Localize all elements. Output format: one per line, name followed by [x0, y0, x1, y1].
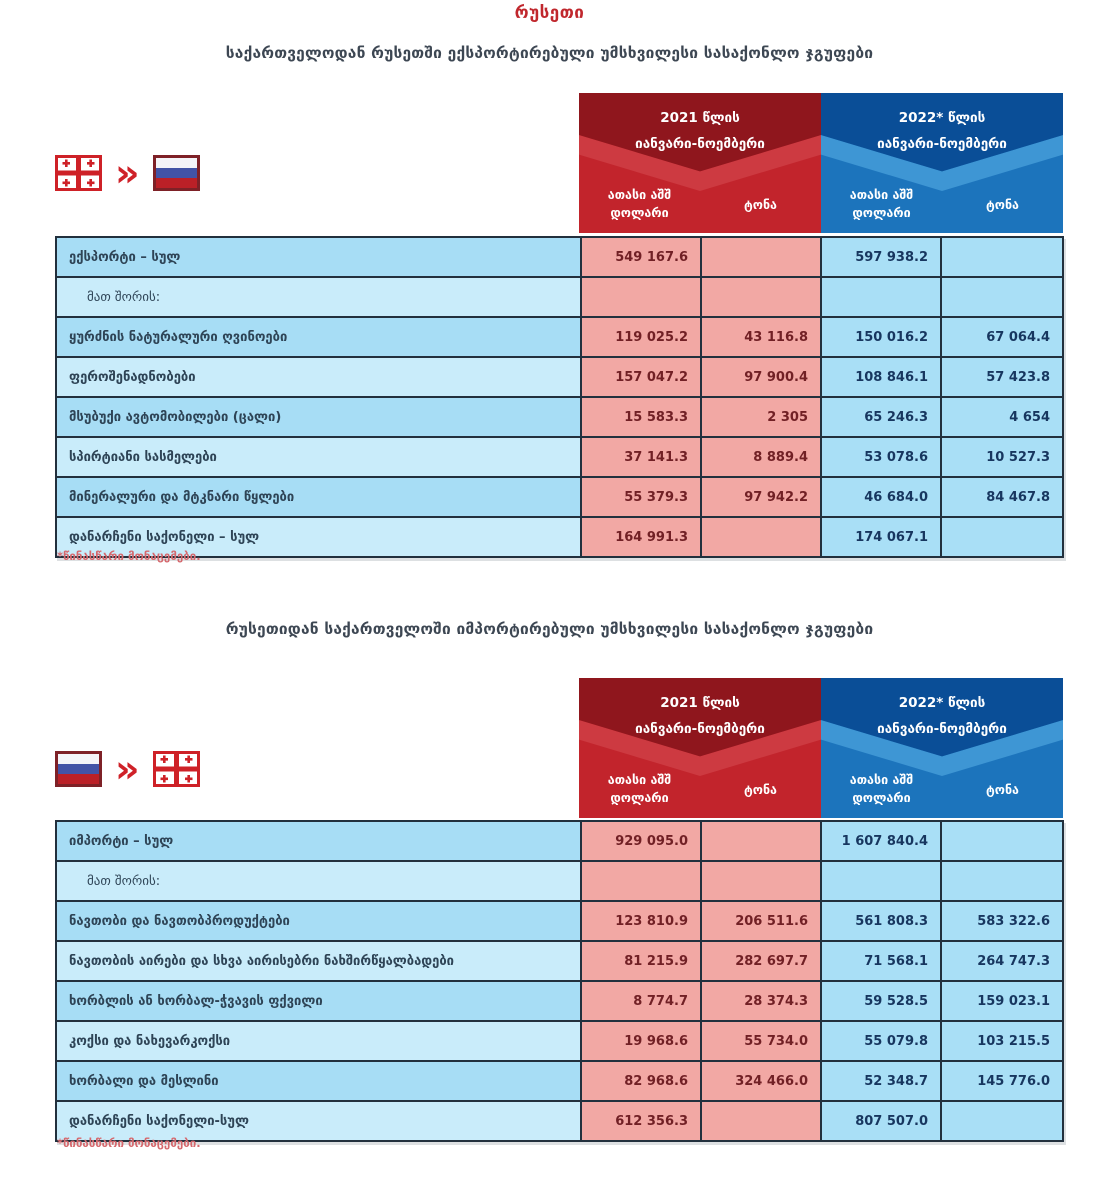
row-label: ნავთობი და ნავთობპროდუქტები	[56, 901, 581, 941]
value-ton-2021: 97 942.2	[701, 477, 821, 517]
value-ton-2022: 145 776.0	[941, 1061, 1063, 1101]
export-table	[55, 236, 1064, 558]
georgia-flag-icon	[55, 155, 102, 191]
value-usd-2022: 597 938.2	[821, 237, 941, 277]
value-usd-2021: 55 379.3	[581, 477, 701, 517]
table-row	[56, 237, 1063, 277]
double-chevron-right-icon: »	[115, 747, 140, 791]
value-ton-2022: 84 467.8	[941, 477, 1063, 517]
value-usd-2022: 59 528.5	[821, 981, 941, 1021]
row-label: ფეროშენადნობები	[56, 357, 581, 397]
value-usd-2022: 65 246.3	[821, 397, 941, 437]
value-ton-2022	[941, 1101, 1063, 1141]
value-ton-2021: 282 697.7	[701, 941, 821, 981]
value-ton-2022: 4 654	[941, 397, 1063, 437]
value-ton-2022: 67 064.4	[941, 317, 1063, 357]
value-ton-2021	[701, 237, 821, 277]
value-usd-2021: 164 991.3	[581, 517, 701, 557]
value-ton-2021: 324 466.0	[701, 1061, 821, 1101]
value-usd-2021	[581, 277, 701, 317]
value-ton-2022	[941, 517, 1063, 557]
value-ton-2022: 10 527.3	[941, 437, 1063, 477]
export-flow	[55, 151, 200, 195]
value-usd-2022	[821, 277, 941, 317]
table-row	[56, 901, 1063, 941]
table-row	[56, 821, 1063, 861]
page-title: რუსეთი	[514, 3, 585, 23]
table-row	[56, 397, 1063, 437]
row-label: ექსპორტი – სულ	[56, 237, 581, 277]
russia-flag-icon	[55, 751, 102, 787]
import-table-title: რუსეთიდან საქართველოში იმპორტირებული უმსხვილესი სასაქონლო ჯგუფები	[225, 620, 874, 638]
value-usd-2022: 52 348.7	[821, 1061, 941, 1101]
value-usd-2022: 807 507.0	[821, 1101, 941, 1141]
value-ton-2021	[701, 277, 821, 317]
period-2021-label: 2021 წლის იანვარი-ნოემბერი	[635, 695, 765, 737]
value-usd-2021: 119 025.2	[581, 317, 701, 357]
col-usd-label: ათასი აშშ დოლარი	[607, 186, 672, 221]
row-label: მსუბუქი ავტომობილები (ცალი)	[56, 397, 581, 437]
value-usd-2022	[821, 861, 941, 901]
value-usd-2021: 15 583.3	[581, 397, 701, 437]
table-row	[56, 861, 1063, 901]
period-2021-label: 2021 წლის იანვარი-ნოემბერი	[635, 110, 765, 152]
value-usd-2021: 8 774.7	[581, 981, 701, 1021]
col-usd-label: ათასი აშშ დოლარი	[607, 771, 672, 806]
value-ton-2022: 159 023.1	[941, 981, 1063, 1021]
value-usd-2021: 157 047.2	[581, 357, 701, 397]
value-usd-2022: 1 607 840.4	[821, 821, 941, 861]
table-row	[56, 317, 1063, 357]
value-ton-2021: 8 889.4	[701, 437, 821, 477]
value-ton-2021	[701, 517, 821, 557]
import-period-header	[579, 678, 1063, 818]
value-usd-2022: 561 808.3	[821, 901, 941, 941]
value-usd-2022: 53 078.6	[821, 437, 941, 477]
value-ton-2022	[941, 237, 1063, 277]
value-ton-2021: 55 734.0	[701, 1021, 821, 1061]
export-table-title: საქართველოდან რუსეთში ექსპორტირებული უმსხვილესი სასაქონლო ჯგუფები	[225, 44, 874, 62]
value-usd-2022: 150 016.2	[821, 317, 941, 357]
value-usd-2022: 71 568.1	[821, 941, 941, 981]
value-usd-2021: 929 095.0	[581, 821, 701, 861]
row-label: დანარჩენი საქონელი-სულ	[56, 1101, 581, 1141]
import-flow	[55, 747, 200, 791]
value-ton-2022: 103 215.5	[941, 1021, 1063, 1061]
value-usd-2021: 81 215.9	[581, 941, 701, 981]
col-ton-label: ტონა	[986, 781, 1019, 797]
value-usd-2021: 612 356.3	[581, 1101, 701, 1141]
russia-flag-icon	[153, 155, 200, 191]
col-usd-label: ათასი აშშ დოლარი	[849, 186, 914, 221]
value-ton-2021: 43 116.8	[701, 317, 821, 357]
import-table	[55, 820, 1064, 1142]
row-label: დანარჩენი საქონელი – სულ	[56, 517, 581, 557]
col-ton-label: ტონა	[986, 196, 1019, 212]
value-ton-2022: 583 322.6	[941, 901, 1063, 941]
table-row	[56, 357, 1063, 397]
value-ton-2022	[941, 277, 1063, 317]
row-label: მათ შორის:	[56, 277, 581, 317]
row-label: ყურძნის ნატურალური ღვინოები	[56, 317, 581, 357]
table-row	[56, 517, 1063, 557]
value-usd-2022: 55 079.8	[821, 1021, 941, 1061]
value-usd-2021: 82 968.6	[581, 1061, 701, 1101]
table-row	[56, 1061, 1063, 1101]
table-row	[56, 277, 1063, 317]
export-period-header	[579, 93, 1063, 233]
row-label: ხორბალი და მესლინი	[56, 1061, 581, 1101]
value-ton-2022	[941, 861, 1063, 901]
value-ton-2021	[701, 1101, 821, 1141]
table-row	[56, 1021, 1063, 1061]
table-row	[56, 941, 1063, 981]
period-2021-header	[579, 678, 821, 818]
value-ton-2021: 97 900.4	[701, 357, 821, 397]
table-row	[56, 477, 1063, 517]
value-usd-2021: 37 141.3	[581, 437, 701, 477]
table-row	[56, 1101, 1063, 1141]
col-ton-label: ტონა	[744, 781, 777, 797]
value-usd-2022: 174 067.1	[821, 517, 941, 557]
value-usd-2022: 46 684.0	[821, 477, 941, 517]
row-label: სპირტიანი სასმელები	[56, 437, 581, 477]
table-row	[56, 437, 1063, 477]
value-ton-2021	[701, 861, 821, 901]
period-2022-label: 2022* წლის იანვარი-ნოემბერი	[877, 695, 1007, 737]
value-usd-2021: 549 167.6	[581, 237, 701, 277]
value-usd-2021	[581, 861, 701, 901]
footnote: *წინასწარი მონაცემები.	[57, 549, 201, 563]
period-2022-header	[821, 678, 1063, 818]
row-label: მინერალური და მტკნარი წყლები	[56, 477, 581, 517]
value-ton-2022: 57 423.8	[941, 357, 1063, 397]
col-ton-label: ტონა	[744, 196, 777, 212]
value-ton-2021	[701, 821, 821, 861]
row-label: ხორბლის ან ხორბალ-ჭვავის ფქვილი	[56, 981, 581, 1021]
value-ton-2021: 2 305	[701, 397, 821, 437]
double-chevron-right-icon: »	[115, 151, 140, 195]
value-ton-2022	[941, 821, 1063, 861]
row-label: ნავთობის აირები და სხვა აირისებრი ნახშირწყალბადები	[56, 941, 581, 981]
value-ton-2021: 28 374.3	[701, 981, 821, 1021]
row-label: კოქსი და ნახევარკოქსი	[56, 1021, 581, 1061]
row-label: იმპორტი – სულ	[56, 821, 581, 861]
georgia-flag-icon	[153, 751, 200, 787]
period-2022-label: 2022* წლის იანვარი-ნოემბერი	[877, 110, 1007, 152]
value-ton-2022: 264 747.3	[941, 941, 1063, 981]
period-2021-header	[579, 93, 821, 233]
table-row	[56, 981, 1063, 1021]
footnote: *წინასწარი მონაცემები.	[57, 1136, 201, 1150]
value-ton-2021: 206 511.6	[701, 901, 821, 941]
value-usd-2022: 108 846.1	[821, 357, 941, 397]
col-usd-label: ათასი აშშ დოლარი	[849, 771, 914, 806]
row-label: მათ შორის:	[56, 861, 581, 901]
period-2022-header	[821, 93, 1063, 233]
value-usd-2021: 19 968.6	[581, 1021, 701, 1061]
value-usd-2021: 123 810.9	[581, 901, 701, 941]
